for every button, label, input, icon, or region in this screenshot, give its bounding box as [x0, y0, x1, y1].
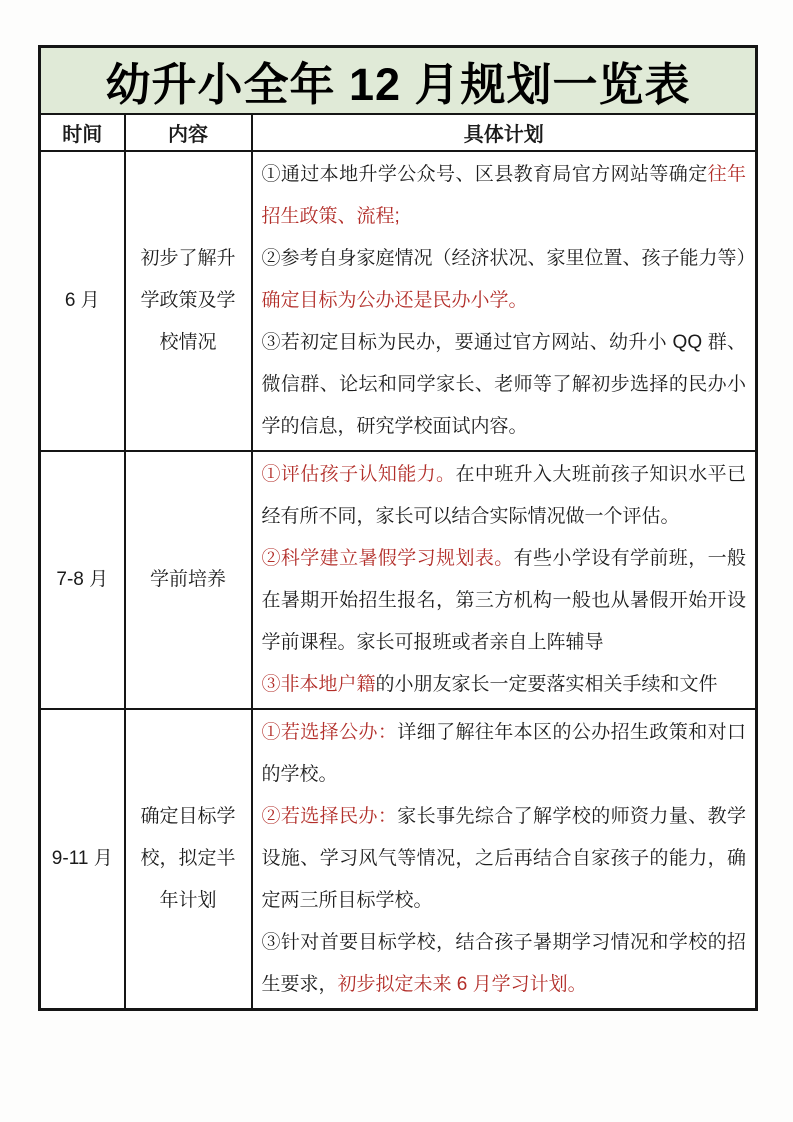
plan-paragraph [262, 922, 747, 1006]
plan-text: 详细了解往年本区的公办招生政策和对口的学校。 [261, 722, 747, 785]
content-cell: 学前培养 [125, 451, 252, 709]
column-header-plan: 具体计划 [252, 114, 757, 151]
plan-text-highlight: 确定目标为公办还是民办小学。 [261, 290, 528, 311]
time-cell: 9-11 月 [40, 709, 125, 1010]
page-title: 幼升小全年 12 月规划一览表 [40, 47, 757, 115]
plan-table [38, 45, 758, 1011]
title-row [40, 47, 757, 115]
plan-paragraph [262, 154, 747, 238]
plan-text-highlight: ②科学建立暑假学习规划表。 [261, 548, 514, 569]
header-row [40, 114, 757, 151]
plan-text-highlight: 初步拟定未来 6 月学习计划。 [337, 974, 587, 995]
column-header-time: 时间 [40, 114, 125, 151]
plan-cell [252, 151, 757, 451]
plan-paragraph [262, 322, 747, 448]
plan-text: 家长事先综合了解学校的师资力量、教学设施、学习风气等情况，之后再结合自家孩子的能力，确定两三所目标学校。 [261, 806, 747, 911]
plan-paragraph [262, 454, 747, 538]
table-row-sept-nov [40, 709, 757, 1010]
plan-text: ③若初定目标为民办，要通过官方网站、幼升小 QQ 群、微信群、论坛和同学家长、老师等了解初步选择的民办小学的信息，研究学校面试内容。 [261, 332, 747, 437]
plan-paragraph [262, 538, 747, 664]
plan-text: 在中班升入大班前孩子知识水平已经有所不同，家长可以结合实际情况做一个评估。 [261, 464, 746, 527]
plan-text-highlight: ③非本地户籍 [261, 674, 376, 695]
plan-paragraph [262, 664, 747, 706]
plan-paragraph [262, 712, 747, 796]
table-row-june [40, 151, 757, 451]
plan-paragraph [261, 238, 756, 322]
plan-text: 有些小学设有学前班，一般在暑期开始招生报名，第三方机构一般也从暑假开始开设学前课程。家长可报班或者亲自上阵辅导 [261, 548, 747, 653]
plan-text-highlight: ②若选择民办： [261, 806, 398, 827]
column-header-content: 内容 [125, 114, 252, 151]
plan-text: ①通过本地升学公众号、区县教育局官方网站等确定 [261, 164, 708, 185]
plan-text-highlight: ①若选择公办： [261, 722, 398, 743]
plan-cell [252, 451, 757, 709]
plan-cell [252, 709, 757, 1010]
time-cell: 7-8 月 [40, 451, 125, 709]
plan-paragraph [262, 796, 747, 922]
table-row-july-august [40, 451, 757, 709]
plan-text: ③针对首要目标学校，结合孩子暑期学习情况和学校的招生要求， [261, 932, 747, 995]
content-cell: 初步了解升学政策及学校情况 [125, 151, 252, 451]
plan-text-highlight: 往年招生政策、流程; [261, 164, 746, 227]
content-cell: 确定目标学校，拟定半年计划 [125, 709, 252, 1010]
time-cell: 6 月 [40, 151, 125, 451]
plan-text: ②参考自身家庭情况（经济状况、家里位置、孩子能力等） [261, 248, 756, 269]
plan-text: 的小朋友家长一定要落实相关手续和文件 [375, 674, 718, 695]
plan-text-highlight: ①评估孩子认知能力。 [261, 464, 456, 485]
